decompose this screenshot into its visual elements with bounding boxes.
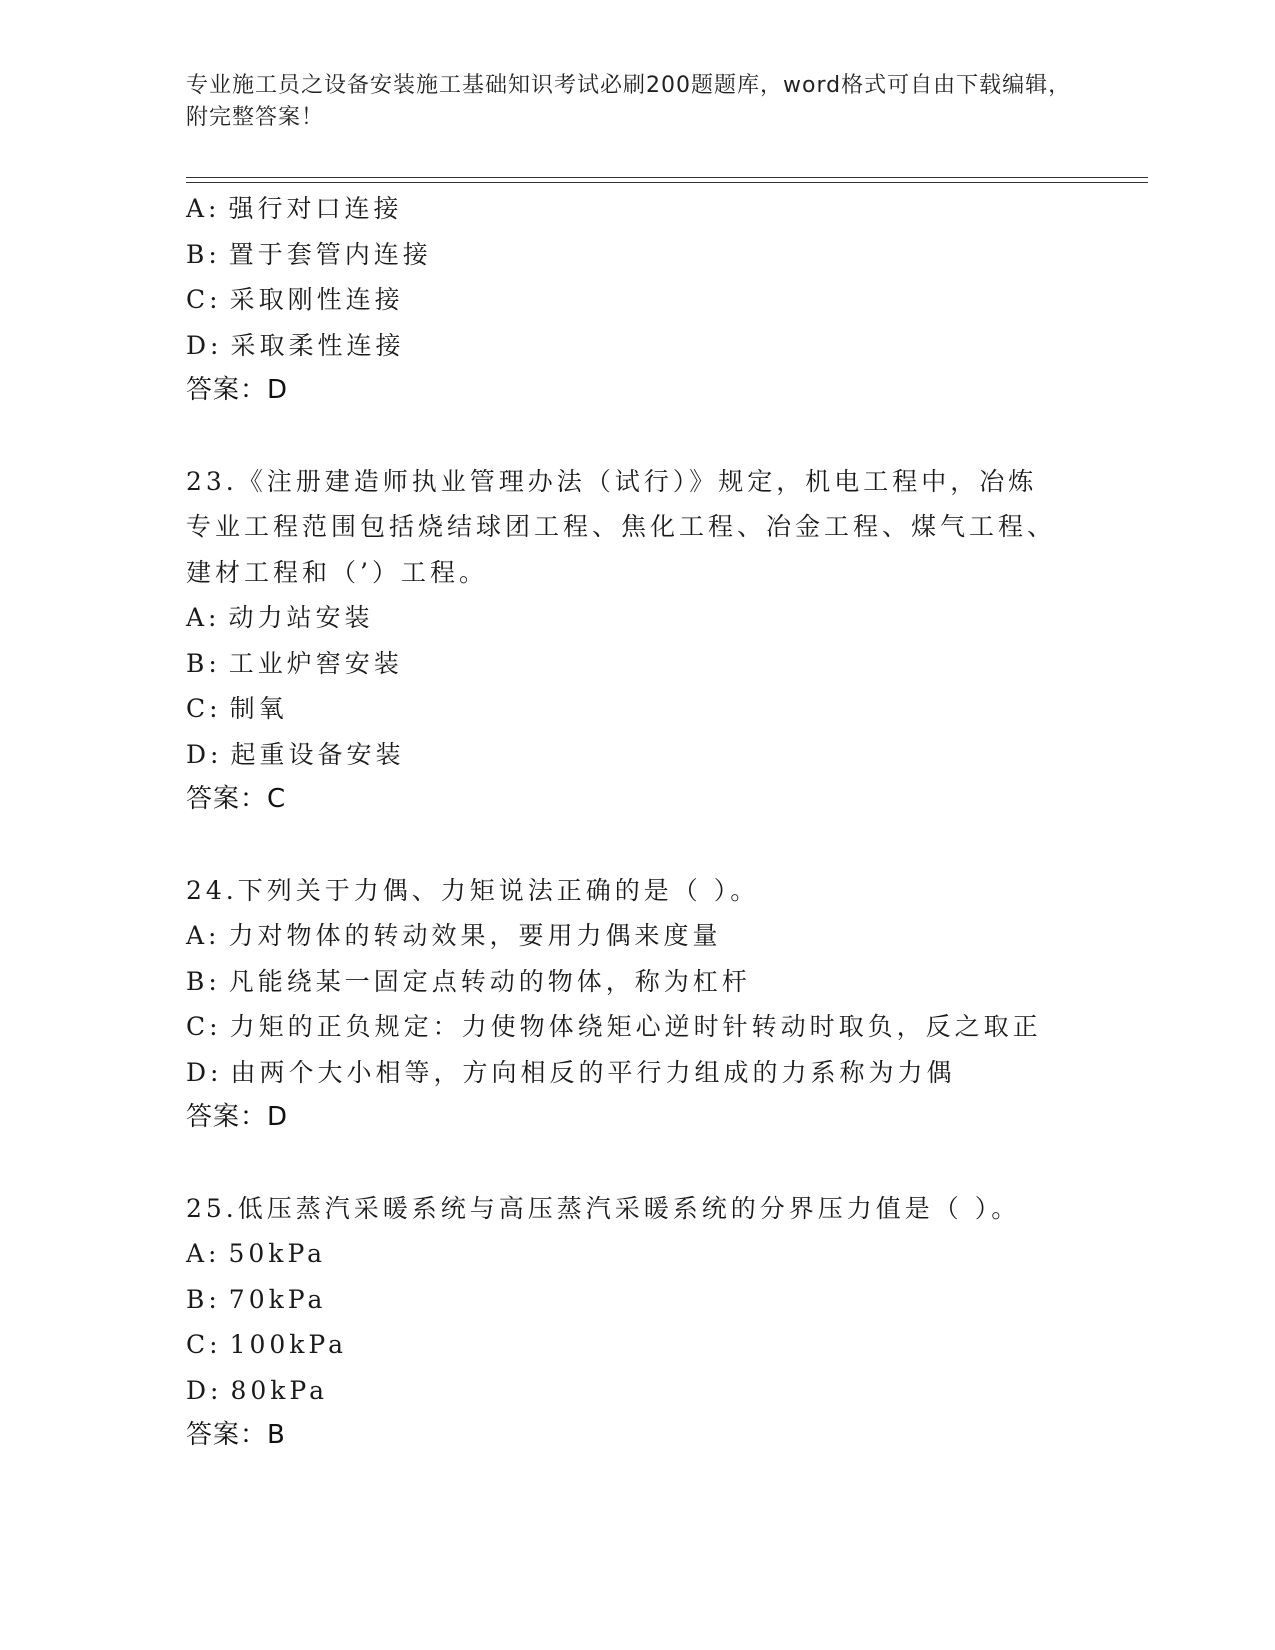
- option-label: B:: [186, 1284, 221, 1314]
- option-d: [186, 732, 1086, 778]
- option-label: C:: [186, 285, 222, 314]
- option-b: [186, 959, 1086, 1005]
- question-list: [186, 186, 1086, 1459]
- option-d: [186, 323, 1086, 369]
- question-stem: 23.《注册建造师执业管理办法（试行）》规定，机电工程中，冶炼专业工程范围包括烧结球团工程、焦化工程、冶金工程、煤气工程、建材工程和（’）工程。: [186, 466, 1057, 587]
- document-header: 专业施工员之设备安装施工基础知识考试必刷200题题库，word格式可自由下载编辑，附完整答案！: [186, 73, 1072, 130]
- option-text: 凡能绕某一固定点转动的物体，称为杠杆: [228, 966, 751, 996]
- option-label: C:: [186, 1330, 222, 1359]
- option-text: 强行对口连接: [228, 194, 403, 223]
- option-label: B:: [186, 966, 221, 996]
- option-text: 工业炉窖安装: [228, 648, 403, 678]
- question-block-24: [186, 868, 1086, 1141]
- option-a: [186, 186, 1086, 232]
- option-a: [186, 1231, 1086, 1277]
- answer-line: 答案：D: [186, 375, 289, 405]
- option-c: [186, 1004, 1086, 1050]
- option-label: A:: [186, 1239, 221, 1268]
- option-label: A:: [186, 194, 221, 223]
- spacer: [186, 414, 1086, 459]
- option-label: A:: [186, 603, 221, 632]
- option-text: 力对物体的转动效果，要用力偶来度量: [228, 921, 722, 950]
- header-divider-top: [186, 177, 1148, 178]
- option-text: 70kPa: [228, 1284, 327, 1314]
- question-block-25: [186, 1186, 1086, 1459]
- option-label: D:: [186, 330, 223, 360]
- option-c: [186, 277, 1086, 323]
- option-label: C:: [186, 694, 222, 723]
- option-b: [186, 641, 1086, 687]
- option-d: [186, 1368, 1086, 1414]
- spacer: [186, 1141, 1086, 1186]
- option-label: D:: [186, 1375, 223, 1405]
- option-a: [186, 595, 1086, 641]
- answer-line: 答案：D: [186, 1102, 289, 1132]
- option-a: [186, 913, 1086, 959]
- option-label: D:: [186, 1057, 223, 1087]
- option-label: B:: [186, 239, 221, 269]
- option-text: 采取柔性连接: [230, 330, 405, 360]
- option-c: [186, 686, 1086, 732]
- option-text: 制氧: [229, 694, 288, 723]
- option-text: 80kPa: [230, 1375, 329, 1405]
- question-block-prev: [186, 186, 1086, 414]
- option-text: 由两个大小相等，方向相反的平行力组成的力系称为力偶: [230, 1057, 956, 1087]
- option-text: 起重设备安装: [230, 739, 405, 769]
- question-stem: 25.低压蒸汽采暖系统与高压蒸汽采暖系统的分界压力值是（ ）。: [186, 1193, 1021, 1223]
- option-text: 置于套管内连接: [228, 239, 432, 269]
- option-b: [186, 232, 1086, 278]
- answer-line: 答案：C: [186, 784, 287, 814]
- option-text: 力矩的正负规定：力使物体绕矩心逆时针转动时取负，反之取正: [229, 1012, 1042, 1041]
- option-text: 动力站安装: [228, 603, 374, 632]
- answer-line: 答案：B: [186, 1420, 286, 1450]
- spacer: [186, 823, 1086, 868]
- header-divider-bottom: [186, 182, 1148, 183]
- option-label: B:: [186, 648, 221, 678]
- question-stem: 24.下列关于力偶、力矩说法正确的是（ ）。: [186, 875, 760, 905]
- option-d: [186, 1050, 1086, 1096]
- question-block-23: [186, 459, 1086, 823]
- option-label: C:: [186, 1012, 222, 1041]
- option-text: 100kPa: [229, 1330, 348, 1359]
- option-c: [186, 1322, 1086, 1368]
- option-text: 采取刚性连接: [229, 285, 404, 314]
- option-b: [186, 1277, 1086, 1323]
- option-label: A:: [186, 921, 221, 950]
- option-text: 50kPa: [228, 1239, 327, 1268]
- option-label: D:: [186, 739, 223, 769]
